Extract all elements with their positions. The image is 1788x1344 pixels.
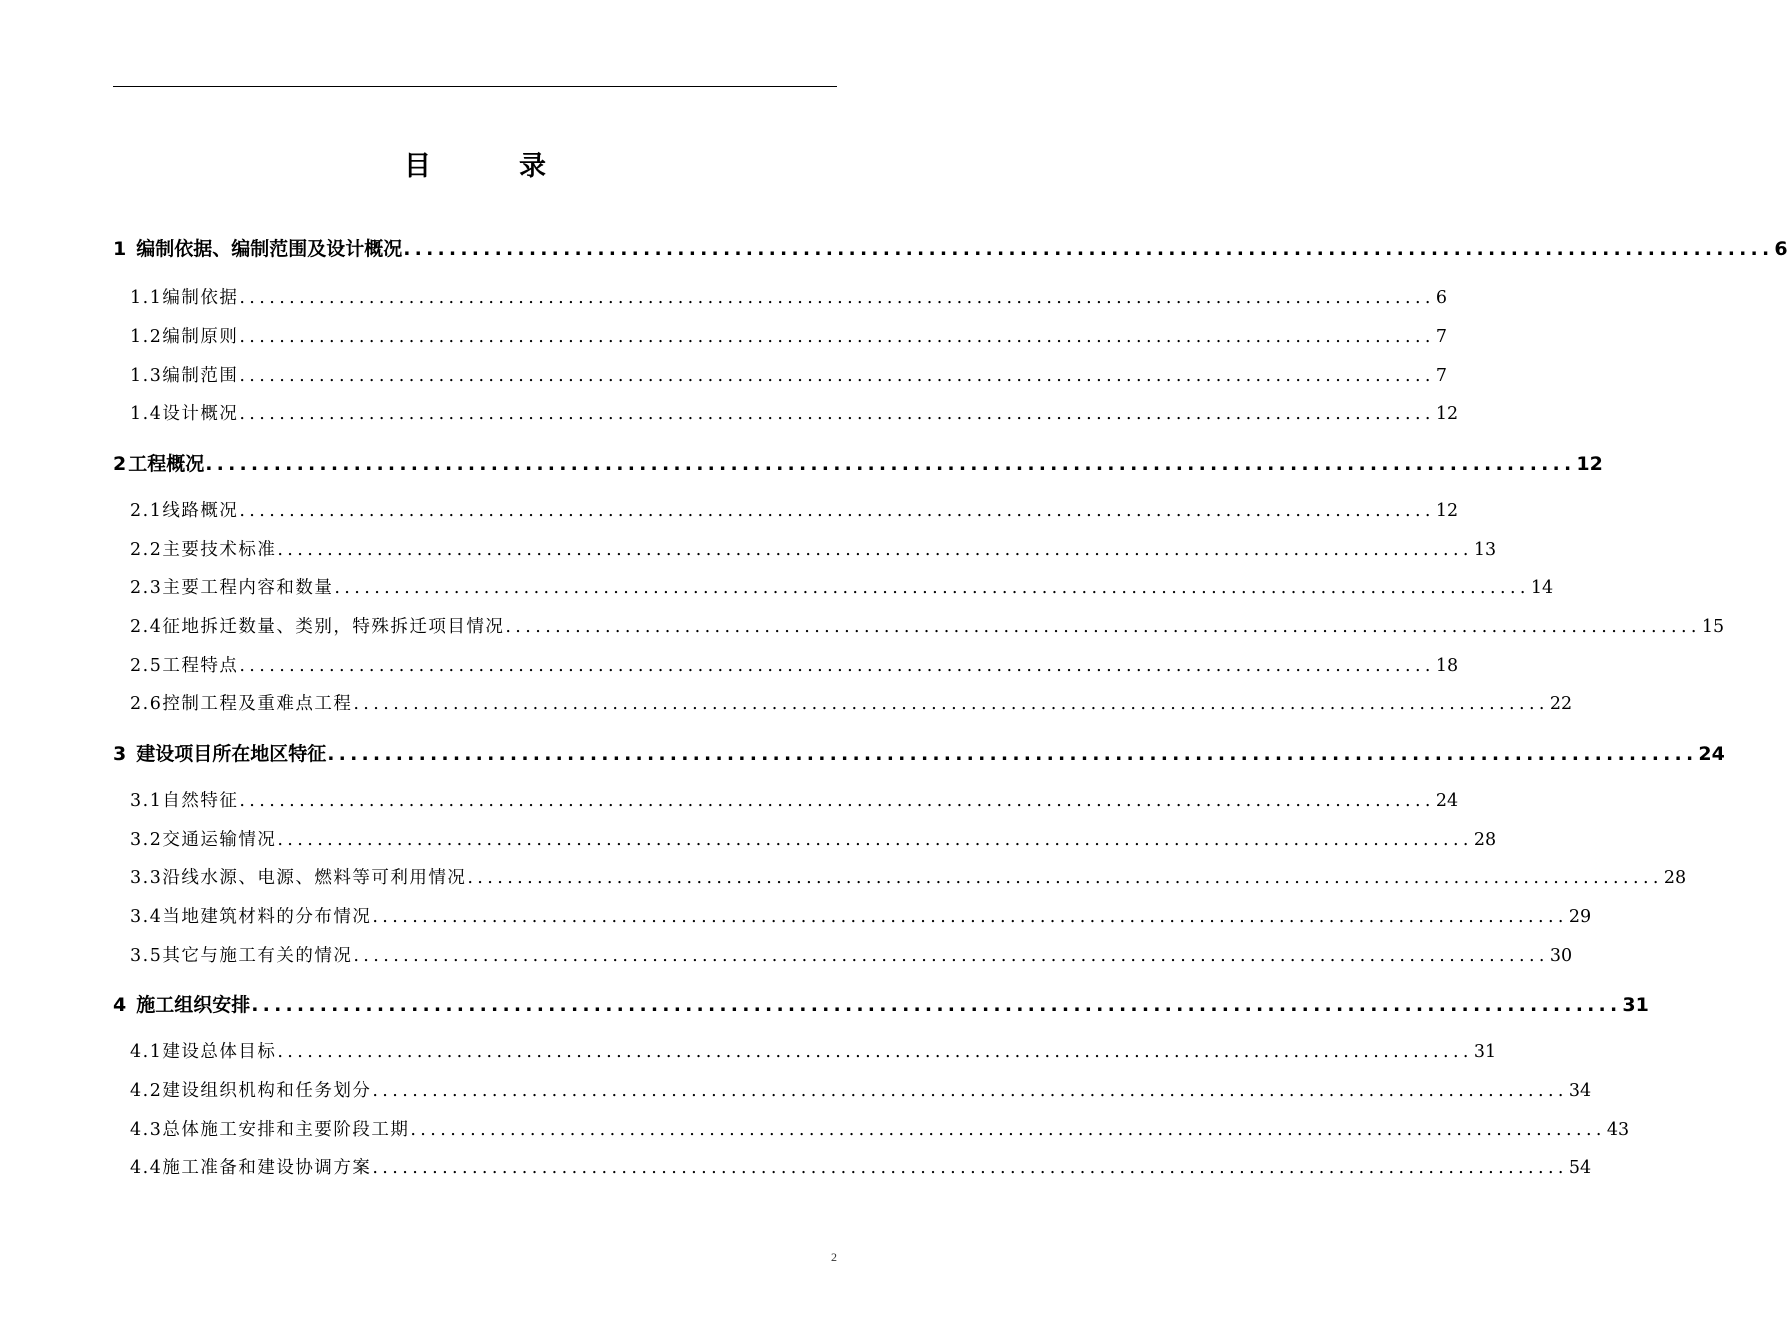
toc-dot-leader: ........................................................................................................................ bbox=[403, 238, 1774, 260]
toc-entry-page: 12 bbox=[1576, 453, 1603, 475]
toc-entry-number: 2.6 bbox=[130, 694, 163, 714]
toc-entry-page: 24 bbox=[1435, 791, 1459, 811]
toc-entry-number: 3.4 bbox=[130, 907, 163, 927]
toc-dot-leader: ........................................................................................................................ bbox=[372, 1158, 1568, 1178]
toc-entry-page: 31 bbox=[1622, 994, 1649, 1016]
toc-dot-leader: ........................................................................................................................ bbox=[239, 327, 1435, 347]
toc-dot-leader: ........................................................................................................................ bbox=[251, 994, 1622, 1016]
toc-entry-number: 2.3 bbox=[130, 578, 163, 598]
toc-section-entry[interactable] bbox=[130, 903, 1592, 928]
toc-dot-leader: ........................................................................................................................ bbox=[277, 540, 1473, 560]
toc-chapter-entry[interactable] bbox=[113, 449, 1603, 476]
toc-section-entry[interactable] bbox=[130, 574, 1554, 599]
toc-entry-title: 交通运输情况 bbox=[162, 830, 277, 850]
toc-section-entry[interactable] bbox=[130, 284, 1448, 309]
toc-section-entry[interactable] bbox=[130, 826, 1497, 851]
toc-chapter-entry[interactable] bbox=[113, 990, 1649, 1017]
toc-entry-page: 22 bbox=[1549, 694, 1573, 714]
toc-entry-number: 2.2 bbox=[130, 540, 163, 560]
toc-dot-leader: ........................................................................................................................ bbox=[277, 830, 1473, 850]
toc-dot-leader: ........................................................................................................................ bbox=[372, 1081, 1568, 1101]
toc-entry-number: 2.1 bbox=[130, 501, 163, 521]
toc-entry-page: 6 bbox=[1435, 288, 1448, 308]
toc-entry-number: 3.5 bbox=[130, 946, 163, 966]
toc-entry-page: 28 bbox=[1663, 868, 1687, 888]
toc-title-left: 目 bbox=[404, 151, 431, 182]
toc-entry-title: 编制原则 bbox=[162, 327, 239, 347]
toc-entry-number: 4.4 bbox=[130, 1158, 163, 1178]
toc-dot-leader: ........................................................................................................................ bbox=[239, 501, 1435, 521]
toc-entry-title: 建设项目所在地区特征 bbox=[136, 743, 327, 765]
toc-entry-title: 沿线水源、电源、燃料等可利用情况 bbox=[162, 868, 467, 888]
toc-dot-leader: ........................................................................................................................ bbox=[334, 578, 1530, 598]
toc-entry-title: 施工准备和建设协调方案 bbox=[162, 1158, 372, 1178]
toc-entry-page: 34 bbox=[1568, 1081, 1592, 1101]
toc-entry-title: 工程特点 bbox=[162, 656, 239, 676]
toc-entry-number: 3 bbox=[113, 743, 127, 765]
toc-entry-number: 1.4 bbox=[130, 404, 163, 424]
toc-entry-page: 43 bbox=[1606, 1120, 1630, 1140]
toc-dot-leader: ........................................................................................................................ bbox=[239, 656, 1435, 676]
toc-section-entry[interactable] bbox=[130, 942, 1573, 967]
toc-section-entry[interactable] bbox=[130, 536, 1497, 561]
toc-entry-number: 2.4 bbox=[130, 617, 163, 637]
toc-entry-title: 线路概况 bbox=[162, 501, 239, 521]
toc-dot-leader: ........................................................................................................................ bbox=[353, 946, 1549, 966]
toc-entry-title: 征地拆迁数量、类别，特殊拆迁项目情况 bbox=[162, 617, 505, 637]
toc-dot-leader: ........................................................................................................................ bbox=[353, 694, 1549, 714]
toc-entry-page: 18 bbox=[1435, 656, 1459, 676]
toc-entry-number: 1 bbox=[113, 238, 127, 260]
toc-entry-title: 编制依据 bbox=[162, 288, 239, 308]
toc-entry-page: 12 bbox=[1435, 404, 1459, 424]
toc-section-entry[interactable] bbox=[130, 362, 1448, 387]
toc-entry-title: 建设组织机构和任务划分 bbox=[162, 1081, 372, 1101]
toc-entry-title: 自然特征 bbox=[162, 791, 239, 811]
toc-section-entry[interactable] bbox=[130, 787, 1459, 812]
toc-entry-number: 4.1 bbox=[130, 1042, 163, 1062]
page-number: 2 bbox=[831, 1250, 837, 1264]
toc-section-entry[interactable] bbox=[130, 690, 1573, 715]
toc-entry-page: 7 bbox=[1435, 366, 1448, 386]
toc-section-entry[interactable] bbox=[130, 323, 1448, 348]
toc-dot-leader: ........................................................................................................................ bbox=[327, 743, 1698, 765]
toc-dot-leader: ........................................................................................................................ bbox=[205, 453, 1576, 475]
toc-entry-page: 54 bbox=[1568, 1158, 1592, 1178]
toc-entry-title: 总体施工安排和主要阶段工期 bbox=[162, 1120, 410, 1140]
toc-entry-title: 其它与施工有关的情况 bbox=[162, 946, 353, 966]
toc-entry-title: 主要工程内容和数量 bbox=[162, 578, 334, 598]
toc-entry-number: 1.1 bbox=[130, 288, 163, 308]
toc-entry-title: 控制工程及重难点工程 bbox=[162, 694, 353, 714]
toc-entry-number: 1.3 bbox=[130, 366, 163, 386]
toc-dot-leader: ........................................................................................................................ bbox=[505, 617, 1701, 637]
toc-entry-title: 施工组织安排 bbox=[136, 994, 251, 1016]
toc-dot-leader: ........................................................................................................................ bbox=[239, 404, 1435, 424]
toc-dot-leader: ........................................................................................................................ bbox=[239, 366, 1435, 386]
toc-section-entry[interactable] bbox=[130, 1038, 1497, 1063]
toc-entry-number: 4 bbox=[113, 994, 127, 1016]
toc-entry-page: 29 bbox=[1568, 907, 1592, 927]
toc-section-entry[interactable] bbox=[130, 400, 1459, 425]
toc-entry-page: 12 bbox=[1435, 501, 1459, 521]
toc-entry-page: 7 bbox=[1435, 327, 1448, 347]
toc-dot-leader: ........................................................................................................................ bbox=[467, 868, 1663, 888]
toc-entry-number: 4.3 bbox=[130, 1120, 163, 1140]
toc-dot-leader: ........................................................................................................................ bbox=[410, 1120, 1606, 1140]
toc-entry-title: 工程概况 bbox=[128, 453, 205, 475]
toc-entry-title: 编制范围 bbox=[162, 366, 239, 386]
toc-section-entry[interactable] bbox=[130, 613, 1725, 638]
toc-entry-page: 30 bbox=[1549, 946, 1573, 966]
toc-section-entry[interactable] bbox=[130, 652, 1459, 677]
toc-dot-leader: ........................................................................................................................ bbox=[239, 791, 1435, 811]
toc-entry-page: 28 bbox=[1473, 830, 1497, 850]
toc-entry-title: 设计概况 bbox=[162, 404, 239, 424]
toc-section-entry[interactable] bbox=[130, 1154, 1592, 1179]
toc-entry-number: 3.1 bbox=[130, 791, 163, 811]
toc-dot-leader: ........................................................................................................................ bbox=[372, 907, 1568, 927]
toc-entry-number: 4.2 bbox=[130, 1081, 163, 1101]
toc-dot-leader: ........................................................................................................................ bbox=[239, 288, 1435, 308]
toc-chapter-entry[interactable] bbox=[113, 739, 1725, 766]
toc-entry-page: 24 bbox=[1698, 743, 1725, 765]
toc-entry-page: 15 bbox=[1701, 617, 1725, 637]
toc-entry-number: 2.5 bbox=[130, 656, 163, 676]
toc-dot-leader: ........................................................................................................................ bbox=[277, 1042, 1473, 1062]
toc-section-entry[interactable] bbox=[130, 1116, 1630, 1141]
toc-section-entry[interactable] bbox=[130, 864, 1687, 889]
toc-entry-title: 编制依据、编制范围及设计概况 bbox=[136, 238, 403, 260]
toc-entry-number: 3.2 bbox=[130, 830, 163, 850]
toc-entry-page: 31 bbox=[1473, 1042, 1497, 1062]
toc-entry-page: 14 bbox=[1530, 578, 1554, 598]
toc-entry-title: 建设总体目标 bbox=[162, 1042, 277, 1062]
toc-entry-number: 1.2 bbox=[130, 327, 163, 347]
toc-section-entry[interactable] bbox=[130, 1077, 1592, 1102]
toc-entry-title: 主要技术标准 bbox=[162, 540, 277, 560]
toc-entry-page: 13 bbox=[1473, 540, 1497, 560]
toc-entry-number: 2 bbox=[113, 453, 127, 475]
toc-entry-title: 当地建筑材料的分布情况 bbox=[162, 907, 372, 927]
toc-entry-page: 6 bbox=[1774, 238, 1788, 260]
toc-title-right: 录 bbox=[519, 151, 546, 182]
toc-chapter-entry[interactable] bbox=[113, 234, 1788, 261]
toc-section-entry[interactable] bbox=[130, 497, 1459, 522]
toc-entry-number: 3.3 bbox=[130, 868, 163, 888]
